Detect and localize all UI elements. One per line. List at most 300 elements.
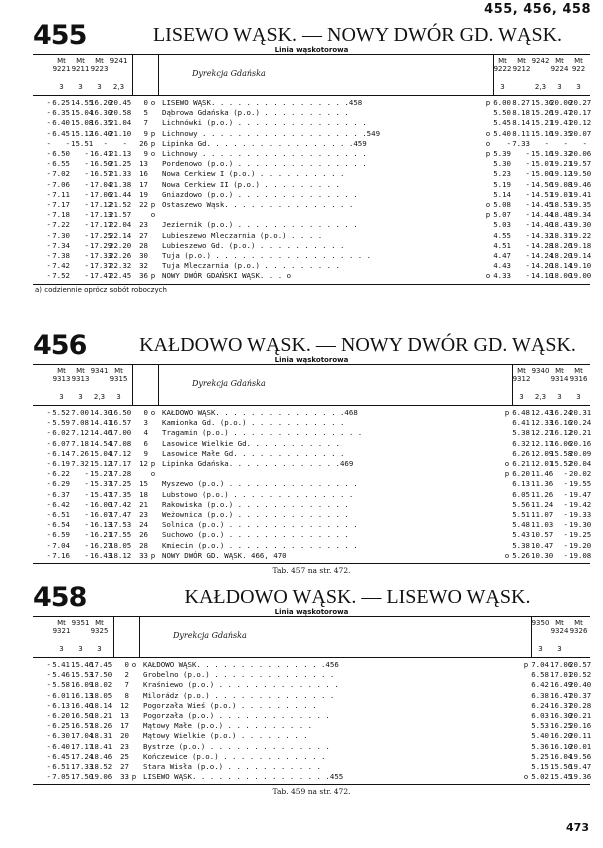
time-cell: 19.30 [569, 520, 592, 530]
time-cell: 22.04 [109, 220, 132, 230]
train-number-header: 9351 [71, 619, 90, 627]
time-cell: 12.09 [531, 448, 554, 458]
km-cell: 15 [139, 479, 148, 489]
station-name: LISEWO WĄSK. . . . . . . . . . . . . . . .455 [143, 772, 344, 782]
time-cell: 20.00 [550, 98, 573, 107]
time-cell: 15.08 [71, 118, 94, 128]
timetable-row [33, 772, 590, 781]
km-cell: 26 [139, 138, 148, 148]
time-cell: - [103, 138, 108, 148]
time-cell: 5.52 [52, 408, 70, 417]
time-cell: - [46, 149, 51, 158]
time-cell: 20.27 [569, 98, 592, 107]
time-cell: - [46, 169, 51, 179]
time-cell: 16.41 [90, 149, 113, 158]
time-cell: 19.35 [569, 200, 592, 209]
time-cell: - [46, 240, 51, 250]
class-header: 3 [576, 83, 581, 91]
time-cell: 8.18 [512, 108, 530, 118]
arrival-flag: p [150, 550, 156, 560]
time-cell: - [46, 510, 51, 519]
time-cell: 18.02 [90, 680, 113, 690]
time-cell: 18.52 [90, 762, 113, 771]
time-cell: 7.04 [531, 660, 549, 669]
timetable-row [33, 500, 590, 509]
time-cell: 11.46 [531, 469, 554, 479]
km-cell: 0 [143, 408, 148, 417]
class-header: 3 [557, 645, 562, 653]
time-cell: 5.51 [512, 510, 530, 519]
km-cell: 33 [120, 772, 129, 782]
time-cell: 16.40 [90, 128, 113, 138]
time-cell: 18.26 [90, 721, 113, 731]
time-cell: 22.45 [109, 271, 132, 281]
time-cell: 15.58 [550, 448, 573, 458]
class-header: 3 [59, 393, 64, 401]
time-cell: 6.20 [512, 469, 530, 479]
train-number-header: Mt 9326 [569, 619, 588, 635]
time-cell: 16.49 [550, 680, 573, 690]
class-header: 2,3 [534, 393, 547, 401]
train-number-header: Mt 922 [571, 57, 586, 73]
time-cell: - [46, 711, 51, 720]
line-type: Linia wąskotorowa [274, 608, 349, 616]
timetable-row [33, 220, 590, 229]
station-name: KAŁDOWO WĄSK. . . . . . . . . . . . . . .456 [143, 660, 339, 669]
station-name: Pordenowo (p.o.) . . . . . . . . . . . . . . . [162, 159, 367, 169]
time-cell: 6.45 [52, 751, 70, 761]
time-cell: 6.58 [531, 670, 549, 680]
station-name: Lipinka Gd. . . . . . . . . . . . . . . . .459 [162, 138, 367, 148]
timetable-row [33, 551, 590, 560]
time-cell: 16.50 [90, 159, 113, 169]
time-cell: 15.47 [90, 489, 113, 499]
timetable-title: KAŁDOWO WĄSK. — NOWY DWÓR GD. WĄSK. [139, 334, 576, 356]
time-cell: 18.05 [90, 690, 113, 700]
time-cell: 6.00 [493, 98, 511, 107]
time-cell: - [84, 261, 89, 271]
timetable-row [33, 731, 590, 740]
time-cell: 12.17 [531, 438, 554, 448]
station-name: Pogorzała (p.o.) . . . . . . . . . . . . . [143, 711, 330, 720]
train-number-header: Mt 9324 [550, 619, 569, 635]
station-name: Lichnówki (p.o.) . . . . . . . . . . . . . . . [162, 118, 367, 128]
time-cell: 7.08 [71, 418, 89, 428]
time-cell: 5.08 [493, 200, 511, 209]
time-cell: 21.38 [109, 179, 132, 189]
time-cell: 15.12 [71, 128, 94, 138]
time-cell: - [563, 469, 568, 479]
time-cell: 16.10 [550, 741, 573, 751]
time-cell: 22.20 [109, 240, 132, 250]
km-cell: 25 [120, 751, 129, 761]
time-cell: 16.24 [550, 408, 573, 417]
time-cell: 20.16 [569, 438, 592, 448]
class-header: 3 [78, 83, 83, 91]
km-cell: 23 [139, 220, 148, 230]
time-cell: 20.16 [569, 721, 592, 731]
arrival-flag: p [150, 200, 156, 209]
time-cell: 19.41 [569, 189, 592, 199]
time-cell: 7.16 [52, 550, 70, 560]
time-cell: 18.31 [550, 230, 573, 240]
timetable-number: 456 [33, 330, 87, 361]
section-458 [33, 582, 592, 797]
time-cell: 17.45 [90, 660, 113, 669]
time-cell: 15.21 [531, 118, 554, 128]
time-cell: 14.40 [531, 220, 554, 230]
time-cell: 6.35 [52, 108, 70, 118]
departure-flag: p [485, 210, 491, 220]
time-cell: 19.22 [569, 230, 592, 240]
time-cell: - [46, 550, 51, 560]
time-cell: 10.57 [531, 530, 554, 540]
time-cell: - [46, 772, 51, 782]
timetable-row [33, 742, 590, 751]
timetable-row [33, 241, 590, 250]
time-cell: - [46, 680, 51, 690]
km-cell: 17 [139, 179, 148, 189]
timetable-row [33, 139, 590, 148]
station-name: Mątowy Wielkie (p.o.) . . . . . . . . [143, 731, 308, 741]
time-cell: 5.46 [52, 670, 70, 680]
time-cell: 19.14 [569, 251, 592, 260]
km-cell: 30 [139, 251, 148, 260]
departure-flag: p [504, 469, 510, 479]
timetable-number: 458 [33, 582, 87, 613]
column-divider [493, 55, 494, 95]
time-cell: 7.06 [52, 179, 70, 189]
time-cell: - [84, 179, 89, 189]
departure-flag: p [485, 149, 491, 158]
time-cell: 18.41 [90, 741, 113, 751]
time-cell: 15.04 [71, 108, 94, 118]
table-bottom-rule [33, 563, 590, 564]
table-header [33, 616, 590, 658]
time-cell: - [544, 138, 549, 148]
train-number-header: Mt 9222 [493, 57, 512, 73]
time-cell: 7.26 [71, 448, 89, 458]
time-cell: - [46, 408, 51, 417]
time-cell: - [46, 128, 51, 138]
time-cell: 20.24 [569, 418, 592, 428]
time-cell: 19.08 [550, 179, 573, 189]
time-cell: - [84, 530, 89, 540]
time-cell: 5.41 [52, 660, 70, 669]
km-cell: 23 [139, 510, 148, 519]
time-cell: - [46, 690, 51, 700]
time-cell: - [46, 670, 51, 680]
time-cell: 5.48 [512, 520, 530, 530]
time-cell: 17.25 [90, 230, 113, 240]
time-cell: - [46, 751, 51, 761]
station-name: Rakowiska (p.o.) . . . . . . . . . . . . . [162, 499, 349, 509]
time-cell: 20.07 [569, 128, 592, 138]
time-cell: 14.51 [531, 189, 554, 199]
time-cell: 17.37 [90, 261, 113, 271]
timetable-row [33, 711, 590, 720]
station-name: Nowa Cerkiew I (p.o.) . . . . . . . . . . [162, 169, 345, 179]
class-header: 3 [97, 83, 102, 91]
time-cell: 19.57 [569, 159, 592, 169]
time-cell: 18.14 [90, 700, 113, 710]
time-cell: 6.07 [52, 438, 70, 448]
time-cell: 6.42 [52, 499, 70, 509]
timetable-row [33, 169, 590, 178]
km-cell: 33 [139, 550, 148, 560]
time-cell: - [525, 179, 530, 189]
time-cell: - [84, 189, 89, 199]
time-cell: 6.59 [52, 530, 70, 540]
time-cell: 7.22 [52, 220, 70, 230]
time-cell: 17.25 [109, 479, 132, 489]
km-cell: 4 [143, 428, 148, 438]
time-cell: - [46, 220, 51, 230]
time-cell: 6.25 [52, 721, 70, 731]
time-cell: 14.54 [90, 438, 113, 448]
timetable-row [33, 251, 590, 260]
time-cell: - [46, 261, 51, 271]
train-number-header: 9242 [531, 57, 550, 65]
time-cell: 11.07 [531, 510, 554, 519]
class-header: 3 [576, 393, 581, 401]
time-cell: 20.06 [569, 149, 592, 158]
train-number-header: Mt 9312 [512, 367, 531, 383]
time-cell: 17.13 [90, 210, 113, 220]
time-cell: - [65, 138, 70, 148]
time-cell: 4.51 [493, 240, 511, 250]
class-header: 2,3 [93, 393, 106, 401]
time-cell: 17.50 [71, 772, 94, 782]
time-cell: 16.07 [90, 510, 113, 519]
time-cell: 5.38 [512, 428, 530, 438]
time-cell: 19.18 [569, 240, 592, 250]
time-cell: 20.28 [569, 700, 592, 710]
time-cell: 17.17 [90, 220, 113, 230]
time-cell: 17.17 [109, 459, 132, 468]
class-header: 3 [78, 645, 83, 653]
time-cell: 19.06 [90, 772, 113, 782]
time-cell: 19.10 [569, 261, 592, 271]
time-cell: - [563, 520, 568, 530]
time-cell: 5.25 [531, 751, 549, 761]
km-cell: 3 [143, 418, 148, 428]
time-cell: - [525, 240, 530, 250]
time-cell: 16.43 [90, 550, 113, 560]
time-cell: 19.42 [569, 499, 592, 509]
time-cell: 17.28 [109, 469, 132, 479]
time-cell: 19.12 [550, 169, 573, 179]
arrival-flag: o [150, 408, 156, 417]
time-cell: 7.32 [71, 459, 89, 468]
departure-flag: o [504, 550, 510, 560]
time-cell: 21.04 [109, 118, 132, 128]
arrival-flag: o [150, 98, 156, 107]
time-cell: 6.20 [52, 711, 70, 720]
time-cell: 17.35 [109, 489, 132, 499]
train-number-header: Mt 9224 [550, 57, 569, 73]
timetable-row [33, 490, 590, 499]
time-cell: 16.47 [550, 690, 573, 700]
class-header: 3 [519, 393, 524, 401]
time-cell: 20.58 [109, 108, 132, 118]
time-cell: - [563, 530, 568, 540]
km-cell: 9 [143, 149, 148, 158]
time-cell: 12.01 [531, 459, 554, 468]
station-name: Kamionka Gd. (p.o.) . . . . . . . . . . . [162, 418, 345, 428]
class-header: 3 [59, 645, 64, 653]
station-name: Lubieszewo Gd. (p.o.) . . . . . . . . . . [162, 240, 345, 250]
time-cell: 6.29 [52, 479, 70, 489]
time-cell: 16.50 [109, 408, 132, 417]
time-cell: 7.05 [52, 772, 70, 782]
timetable-row [33, 670, 590, 679]
train-number-header: Mt 9221 [52, 57, 71, 73]
time-cell: 19.20 [569, 540, 592, 550]
time-cell: 15.16 [531, 128, 554, 138]
arrival-flag: o [150, 469, 156, 479]
time-cell: - [46, 489, 51, 499]
time-cell: 15.52 [550, 459, 573, 468]
time-cell: 7.33 [512, 138, 530, 148]
time-cell: 18.21 [90, 711, 113, 720]
time-cell: 7.52 [52, 271, 70, 281]
timetable-row [33, 159, 590, 168]
time-cell: 15.07 [531, 159, 554, 169]
time-cell: 16.16 [550, 418, 573, 428]
time-cell: 19.55 [569, 479, 592, 489]
time-cell: 6.40 [52, 741, 70, 751]
train-number-header: Mt 9313 [52, 367, 71, 383]
time-cell: 5.14 [493, 189, 511, 199]
timetable-row [33, 680, 590, 689]
time-cell: 16.50 [71, 711, 94, 720]
time-cell: 10.47 [531, 540, 554, 550]
km-cell: 9 [143, 128, 148, 138]
time-cell: 5.53 [531, 721, 549, 731]
time-cell: 20.40 [569, 680, 592, 690]
km-cell: 24 [139, 520, 148, 530]
time-cell: 6.55 [52, 159, 70, 169]
departure-flag: p [485, 98, 491, 107]
station-name: NOWY DWÓR GD. WĄSK. 466, 470 [162, 550, 287, 560]
time-cell: 5.58 [52, 680, 70, 690]
time-cell: - [525, 261, 530, 271]
station-name: Dąbrowa Gdańska (p.o.) . . . . . . . . . . [162, 108, 349, 118]
time-cell: 5.15 [531, 762, 549, 771]
time-cell: - [46, 118, 51, 128]
timetable-row [33, 180, 590, 189]
time-cell: 5.40 [531, 731, 549, 741]
time-cell: - [525, 189, 530, 199]
time-cell: 21.33 [109, 169, 132, 179]
time-cell: - [46, 469, 51, 479]
table-bottom-rule [33, 784, 590, 785]
km-cell: 17 [120, 721, 129, 731]
time-cell: 7.17 [52, 200, 70, 209]
time-cell: 19.36 [569, 772, 592, 782]
time-cell: - [46, 438, 51, 448]
time-cell: 17.06 [90, 189, 113, 199]
time-cell: 16.20 [90, 98, 113, 107]
class-header: 3 [116, 393, 121, 401]
time-cell: 21.44 [109, 189, 132, 199]
time-cell: 18.12 [109, 550, 132, 560]
time-cell: 6.24 [531, 700, 549, 710]
time-cell: 18.53 [550, 200, 573, 209]
time-cell: - [84, 149, 89, 158]
time-cell: - [46, 98, 51, 107]
time-cell: 5.30 [493, 159, 511, 169]
time-cell: - [84, 159, 89, 169]
time-cell: 5.40 [493, 128, 511, 138]
timetable-row [33, 428, 590, 437]
column-divider [132, 365, 133, 405]
timetable-row [33, 459, 590, 468]
time-cell: - [563, 550, 568, 560]
station-name: Suchowo (p.o.) . . . . . . . . . . . . . . [162, 530, 349, 540]
km-cell: 2 [124, 670, 129, 680]
timetable-row [33, 541, 590, 550]
column-divider [113, 617, 114, 657]
time-cell: 6.25 [52, 98, 70, 107]
time-cell: 16.25 [550, 721, 573, 731]
table-header [33, 364, 590, 406]
timetable-row [33, 190, 590, 199]
time-cell: 5.07 [493, 210, 511, 220]
time-cell: 16.30 [90, 108, 113, 118]
time-cell: - [46, 660, 51, 669]
class-header: 3 [78, 393, 83, 401]
km-cell: 28 [139, 540, 148, 550]
time-cell: 6.19 [52, 459, 70, 468]
timetable-row [33, 691, 590, 700]
time-cell: 6.14 [52, 448, 70, 458]
timetable-row [33, 418, 590, 427]
departure-flag: o [504, 459, 510, 468]
time-cell: 14.45 [531, 200, 554, 209]
time-cell: 7.42 [52, 261, 70, 271]
train-number-header: Mt 9314 [550, 367, 569, 383]
time-cell: - [46, 762, 51, 771]
time-cell: 14.41 [90, 418, 113, 428]
time-cell: 16.40 [71, 700, 94, 710]
km-cell: 36 [139, 271, 148, 281]
km-cell: 5 [143, 108, 148, 118]
km-cell: 16 [139, 169, 148, 179]
time-cell: - [46, 108, 51, 118]
time-cell: 21.10 [109, 128, 132, 138]
train-number-header: 9340 [531, 367, 550, 375]
time-cell: 19.50 [569, 169, 592, 179]
time-cell: 17.50 [90, 670, 113, 680]
time-cell: 20.09 [569, 448, 592, 458]
station-name: Lubieszewo Mleczarnia (p.o.) . . . . [162, 230, 323, 240]
arrival-flag: o [150, 149, 156, 158]
column-divider [139, 617, 140, 657]
time-cell: 6.22 [52, 469, 70, 479]
time-cell: 6.42 [531, 680, 549, 690]
time-cell: 16.06 [550, 438, 573, 448]
time-cell: 21.57 [109, 210, 132, 220]
arrival-flag: o [131, 660, 137, 669]
time-cell: 5.50 [493, 108, 511, 118]
time-cell: 7.12 [71, 428, 89, 438]
time-cell: 5.43 [512, 530, 530, 540]
time-cell: 19.34 [569, 210, 592, 220]
time-cell: 15.56 [550, 762, 573, 771]
time-cell: 14.44 [531, 210, 554, 220]
